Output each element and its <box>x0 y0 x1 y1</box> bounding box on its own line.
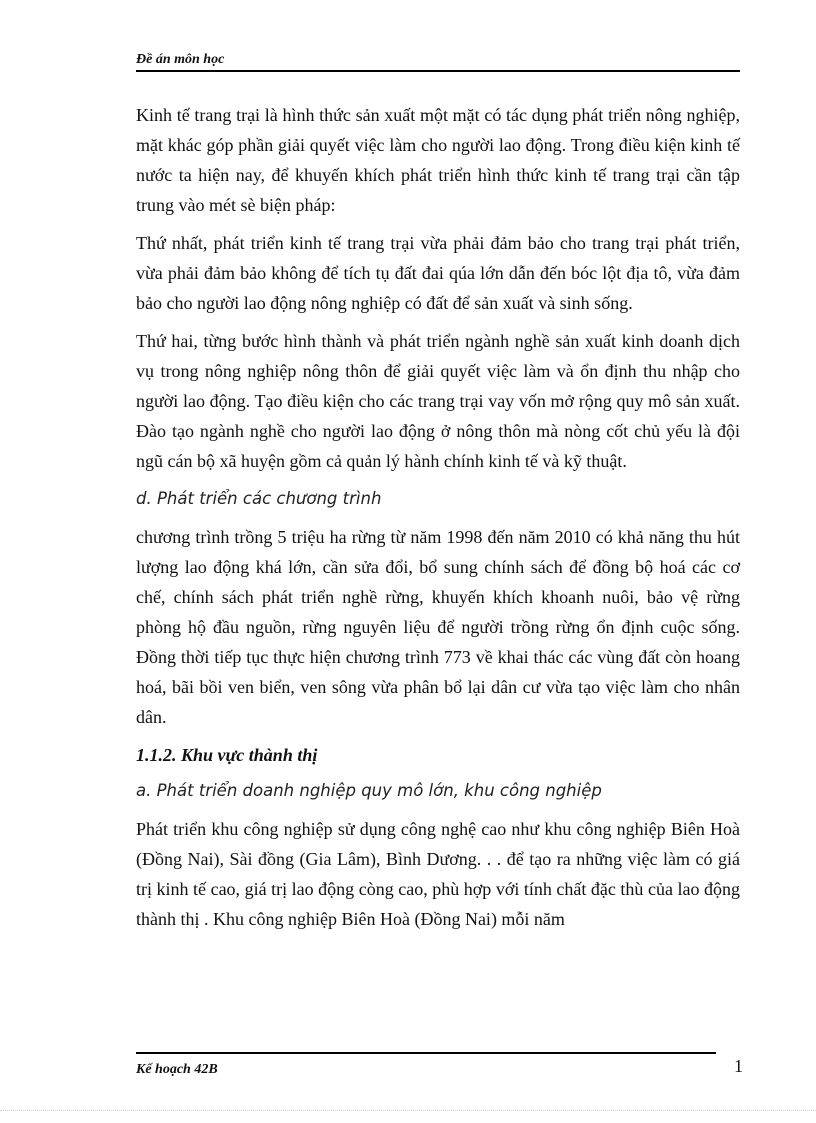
document-body <box>136 100 740 942</box>
footer-label: Kế hoạch 42B <box>136 1062 218 1077</box>
page-number: 1 <box>734 1056 743 1076</box>
paragraph-intro: Kinh tế trang trại là hình thức sản xuất một mặt có tác dụng phát triển nông nghiệp, mặt khác góp phần giải quyết việc làm cho người lao động. Trong điều kiện kinh tế nước ta hiện nay, để khuyến khích phát triển hình thức kinh tế trang trại cần tập trung vào mét sè biện pháp: <box>136 105 740 215</box>
header-title: Đề án môn học <box>136 52 225 67</box>
page-footer <box>136 1052 716 1078</box>
page-header <box>136 50 740 72</box>
section-heading-urban: 1.1.2. Khu vực thành thị <box>136 745 318 765</box>
paragraph-first-measure: Thứ nhất, phát triển kinh tế trang trại vừa phải đảm bảo cho trang trại phát triển, vừa phải đảm bảo không để tích tụ đất đai qúa lớn dẫn đến bóc lột địa tô, vừa đảm bảo cho người lao động nông nghiệp có đất để sản xuất và sinh sống. <box>136 233 740 313</box>
paragraph-second-measure: Thứ hai, từng bước hình thành và phát triển ngành nghề sản xuất kinh doanh dịch vụ trong nông nghiệp nông thôn để giải quyết việc làm và ổn định thu nhập cho người lao động. Tạo điều kiện cho các trang trại vay vốn mở rộng quy mô sản xuất. Đào tạo ngành nghề cho người lao động ở nông thôn mà nòng cốt chủ yếu là đội ngũ cán bộ xã huyện gồm cả quản lý hành chính kinh tế và kỹ thuật. <box>136 331 740 471</box>
subheading-industrial-zones: a. Phát triển doanh nghiệp quy mô lớn, khu công nghiệp <box>136 781 602 800</box>
subheading-programs: d. Phát triển các chương trình <box>136 489 382 508</box>
paragraph-forest-program: chương trình trồng 5 triệu ha rừng từ năm 1998 đến năm 2010 có khả năng thu hút lượng lao động khá lớn, cần sửa đổi, bổ sung chính sách để đồng bộ hoá các cơ chế, chính sách phát triển nghề rừng, khuyến khích khoanh nuôi, bảo vệ rừng phòng hộ đầu nguồn, rừng nguyên liệu để người trồng rừng ổn định cuộc sống. Đồng thời tiếp tục thực hiện chương trình 773 về khai thác các vùng đất còn hoang hoá, bãi bồi ven biển, ven sông vừa phân bổ lại dân cư vừa tạo việc làm cho nhân dân. <box>136 527 740 727</box>
page-edge-divider <box>0 1110 816 1111</box>
paragraph-industrial-zones: Phát triển khu công nghiệp sử dụng công nghệ cao như khu công nghiệp Biên Hoà (Đồng Nai), Sài đồng (Gia Lâm), Bình Dương. . . để tạo ra những việc làm có giá trị kinh tế cao, giá trị lao động còng cao, phù hợp với tính chất đặc thù của lao động thành thị . Khu công nghiệp Biên Hoà (Đồng Nai) mỗi năm <box>136 819 740 929</box>
